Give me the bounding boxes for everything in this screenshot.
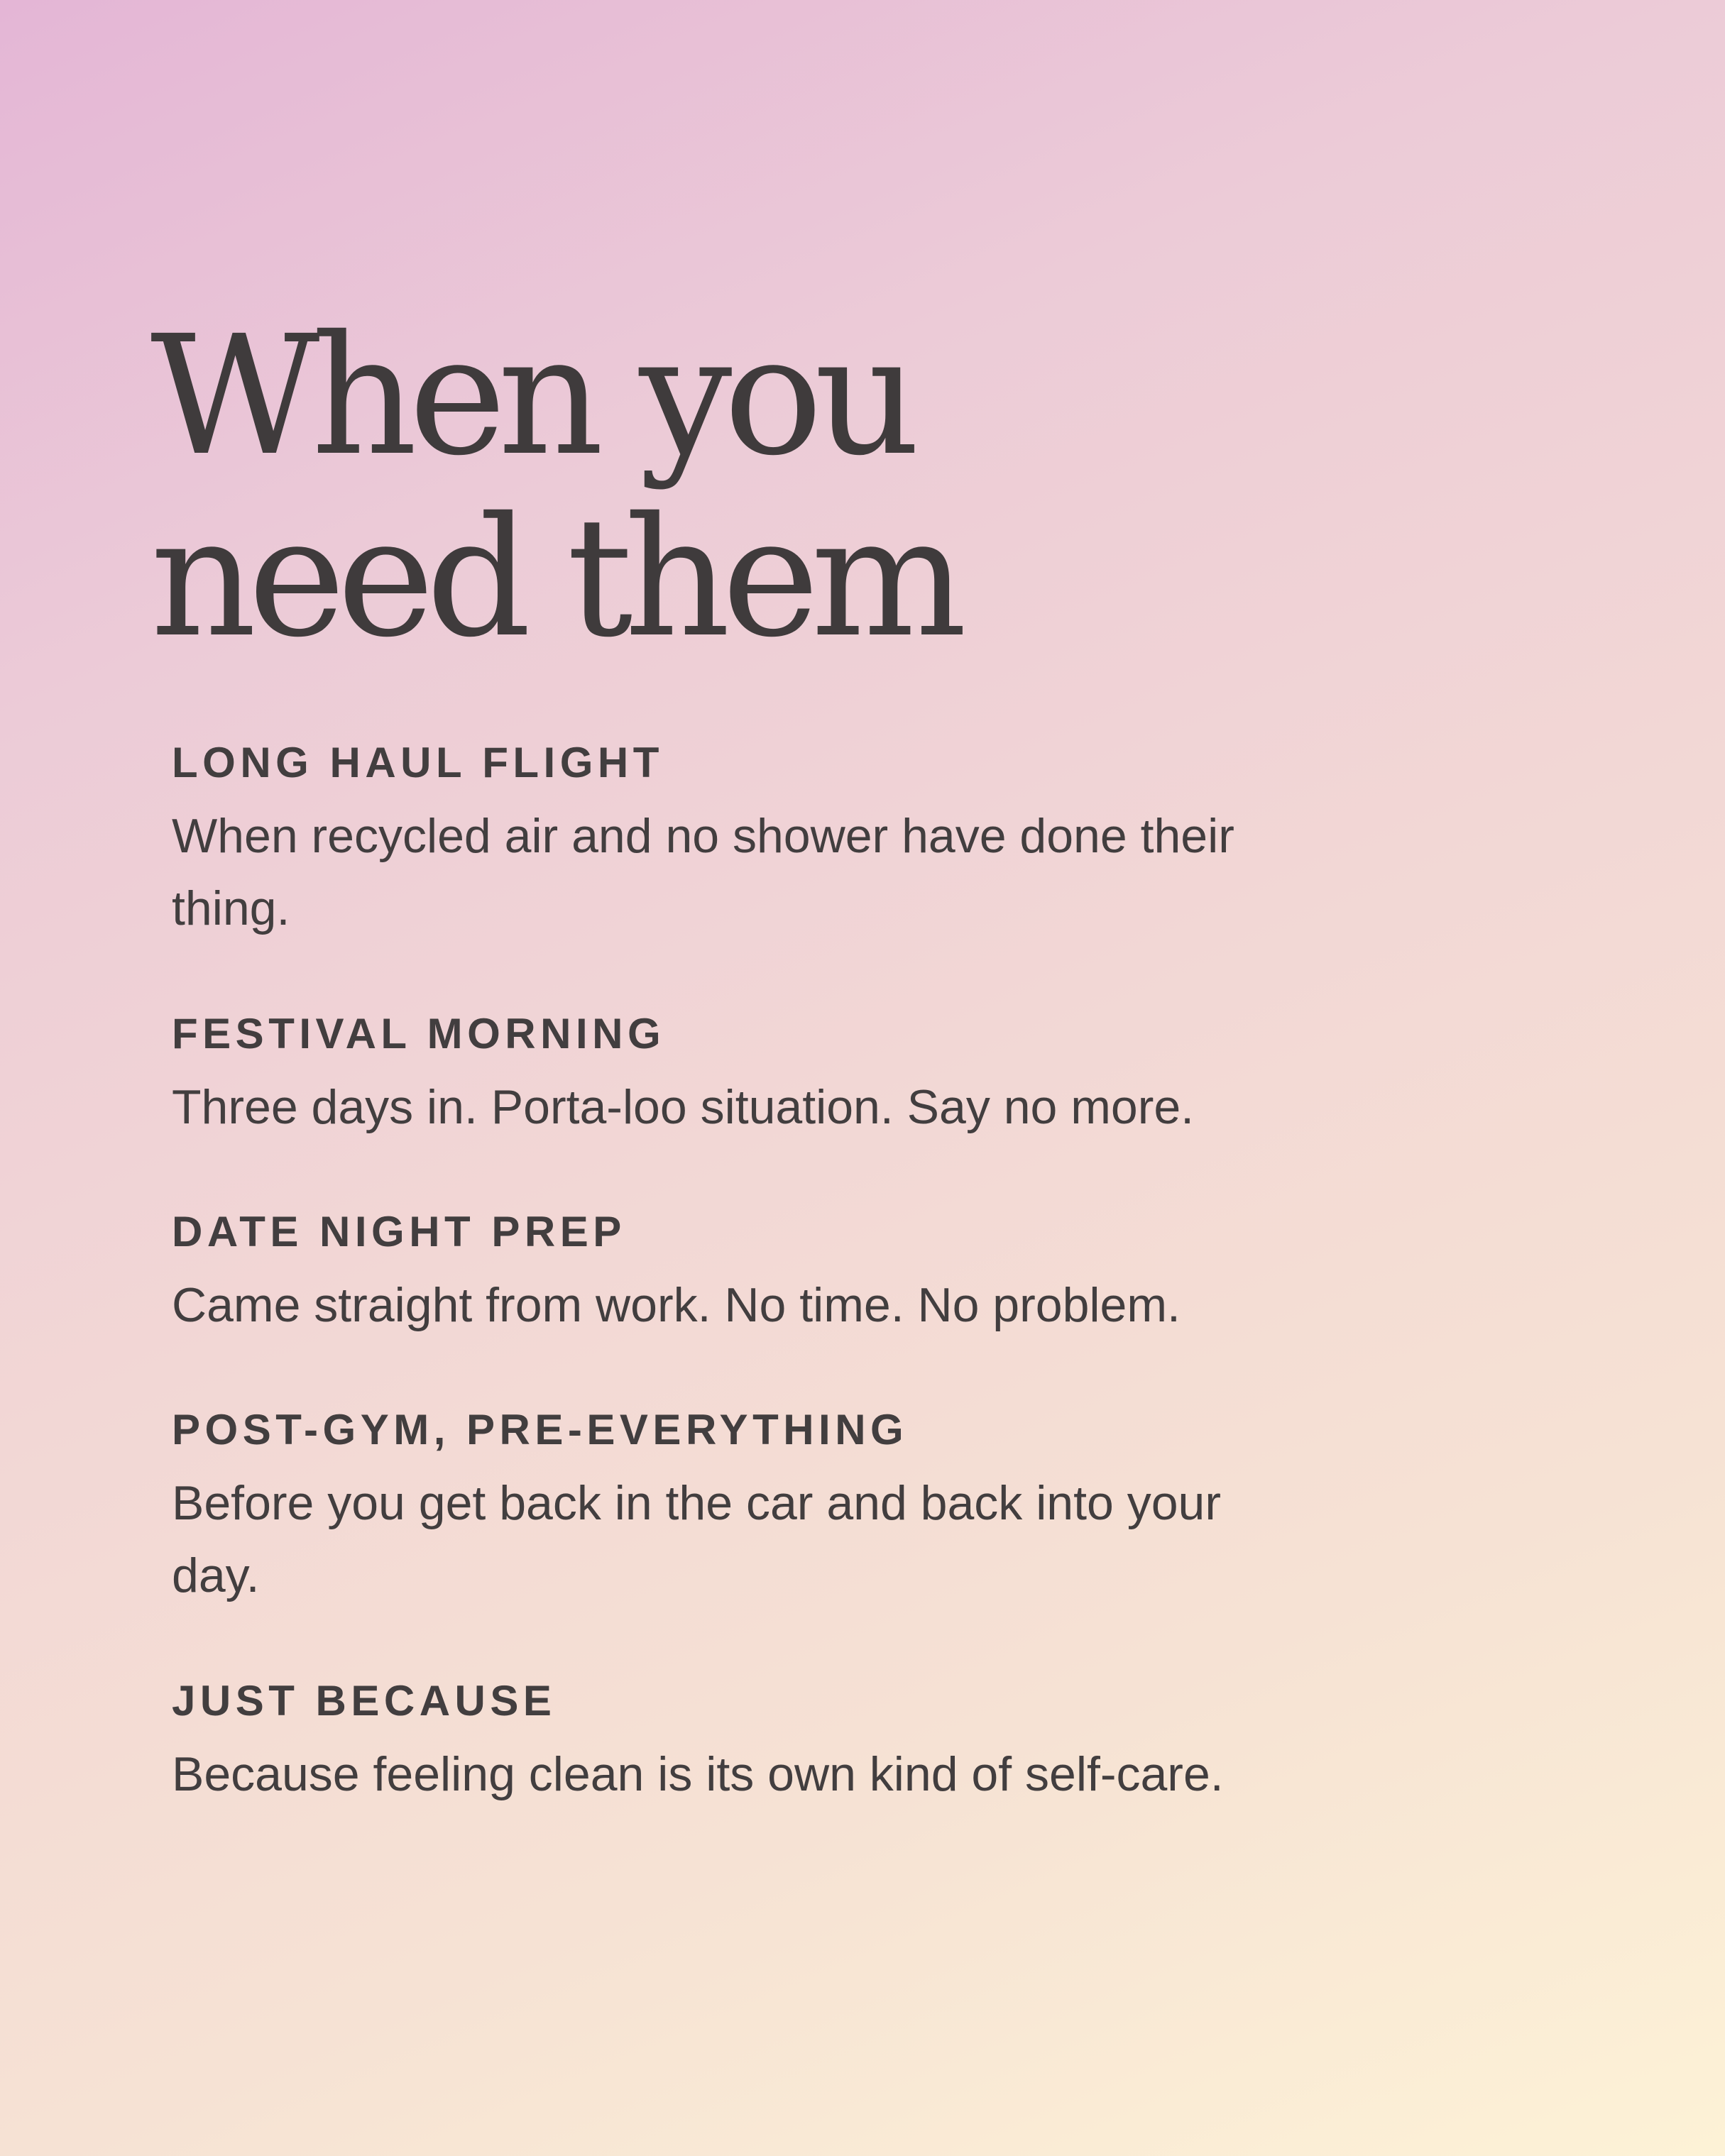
scenario-long-haul-flight <box>172 735 1450 945</box>
scenario-title: JUST BECAUSE <box>172 1677 557 1725</box>
scenario-title: POST-GYM, PRE-EVERYTHING <box>172 1406 909 1453</box>
scenario-title: FESTIVAL MORNING <box>172 1010 666 1057</box>
scenario-description <box>172 800 1421 945</box>
scenario-description-line: Three days in. Porta-loo situation. Say no more. <box>172 1080 1195 1134</box>
headline-line-1: When you <box>150 300 912 492</box>
scenario-description-line: thing. <box>172 881 290 935</box>
scenario-description <box>172 1071 1421 1143</box>
scenario-description <box>172 1467 1421 1612</box>
scenario-description <box>172 1738 1421 1810</box>
scenario-title: DATE NIGHT PREP <box>172 1208 626 1255</box>
scenario-just-because <box>172 1673 1450 1810</box>
headline-line-2: need them <box>150 482 959 673</box>
scenario-description <box>172 1269 1421 1341</box>
scenario-date-night-prep <box>172 1204 1450 1341</box>
scenario-description-line: Came straight from work. No time. No problem. <box>172 1278 1181 1332</box>
scenario-festival-morning <box>172 1006 1450 1143</box>
scenario-title: LONG HAUL FLIGHT <box>172 739 664 786</box>
scenario-description-line: Before you get back in the car and back into your <box>172 1476 1222 1530</box>
headline <box>150 300 1215 673</box>
scenario-description-line: When recycled air and no shower have done their <box>172 809 1234 863</box>
scenario-description-line: day. <box>172 1549 260 1602</box>
scenario-post-gym <box>172 1402 1450 1612</box>
scenario-description-line: Because feeling clean is its own kind of self-care. <box>172 1747 1224 1801</box>
